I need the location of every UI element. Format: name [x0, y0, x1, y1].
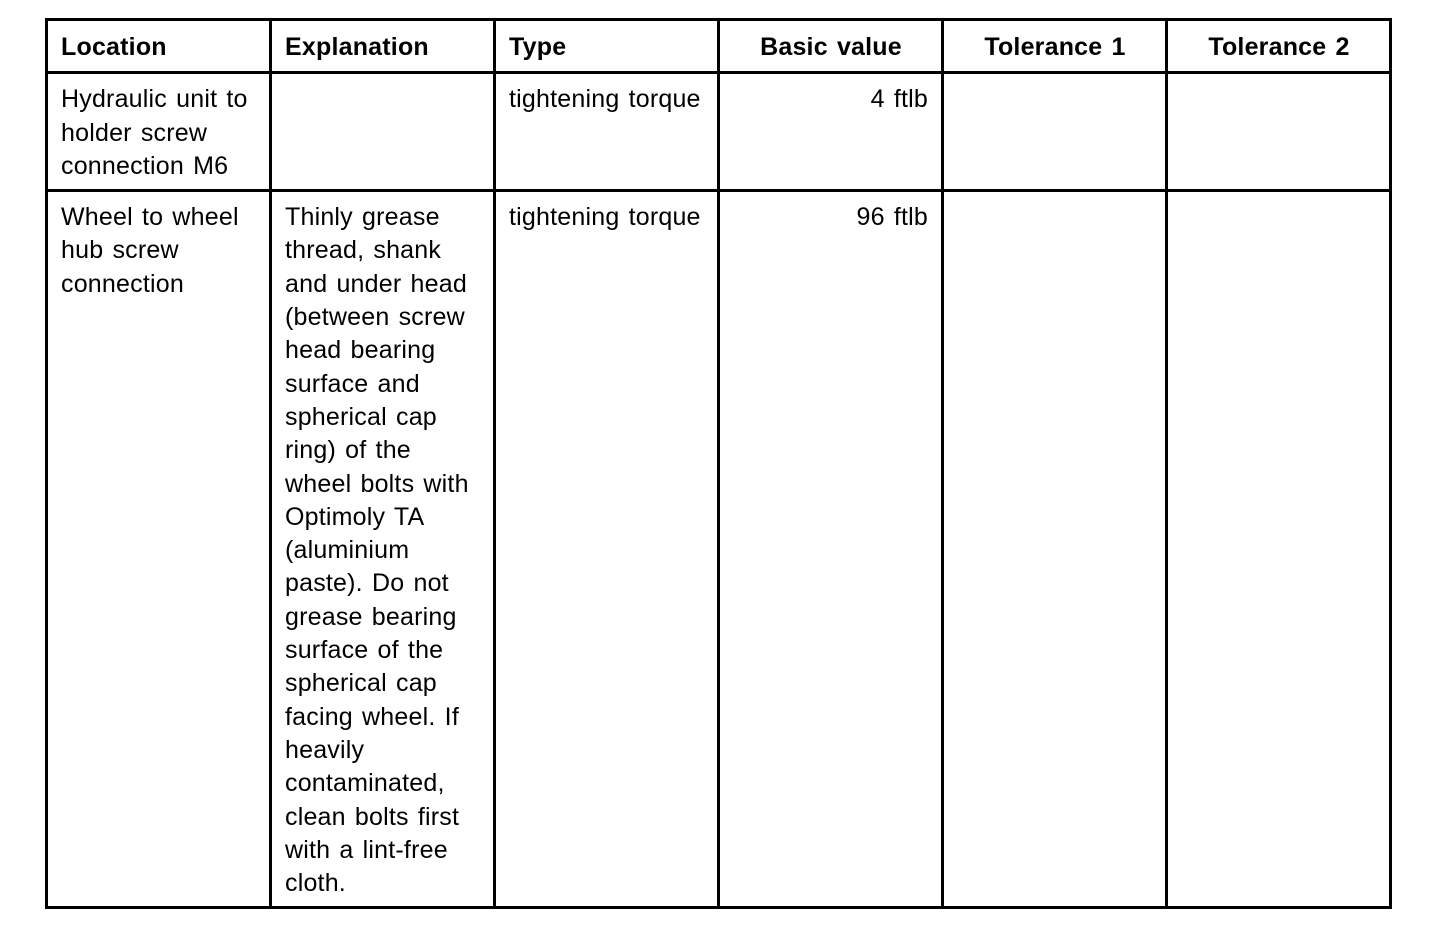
- cell-tolerance-1: [943, 191, 1167, 908]
- header-location: Location: [47, 20, 271, 73]
- table-row: [47, 73, 1391, 191]
- cell-tolerance-1: [943, 73, 1167, 191]
- table-row: [47, 191, 1391, 908]
- cell-type: tightening torque: [495, 73, 719, 191]
- cell-location: Wheel to wheel hub screw connection: [47, 191, 271, 908]
- cell-type: tightening torque: [495, 191, 719, 908]
- cell-location: Hydraulic unit to holder screw connection M6: [47, 73, 271, 191]
- header-explanation: Explanation: [271, 20, 495, 73]
- torque-spec-table: [45, 18, 1392, 909]
- cell-tolerance-2: [1167, 191, 1391, 908]
- header-tolerance-1: Tolerance 1: [943, 20, 1167, 73]
- cell-explanation: Thinly grease thread, shank and under head (between screw head bearing surface and spherical cap ring) of the wheel bolts with Optimoly TA (aluminium paste). Do not grease bearing surface of the spherical cap facing wheel. If heavily contaminated, clean bolts first with a lint-free cloth.: [271, 191, 495, 908]
- header-basic-value: Basic value: [719, 20, 943, 73]
- cell-basic-value: 96 ftlb: [719, 191, 943, 908]
- cell-explanation: [271, 73, 495, 191]
- cell-basic-value: 4 ftlb: [719, 73, 943, 191]
- table-header-row: [47, 20, 1391, 73]
- header-tolerance-2: Tolerance 2: [1167, 20, 1391, 73]
- header-type: Type: [495, 20, 719, 73]
- cell-tolerance-2: [1167, 73, 1391, 191]
